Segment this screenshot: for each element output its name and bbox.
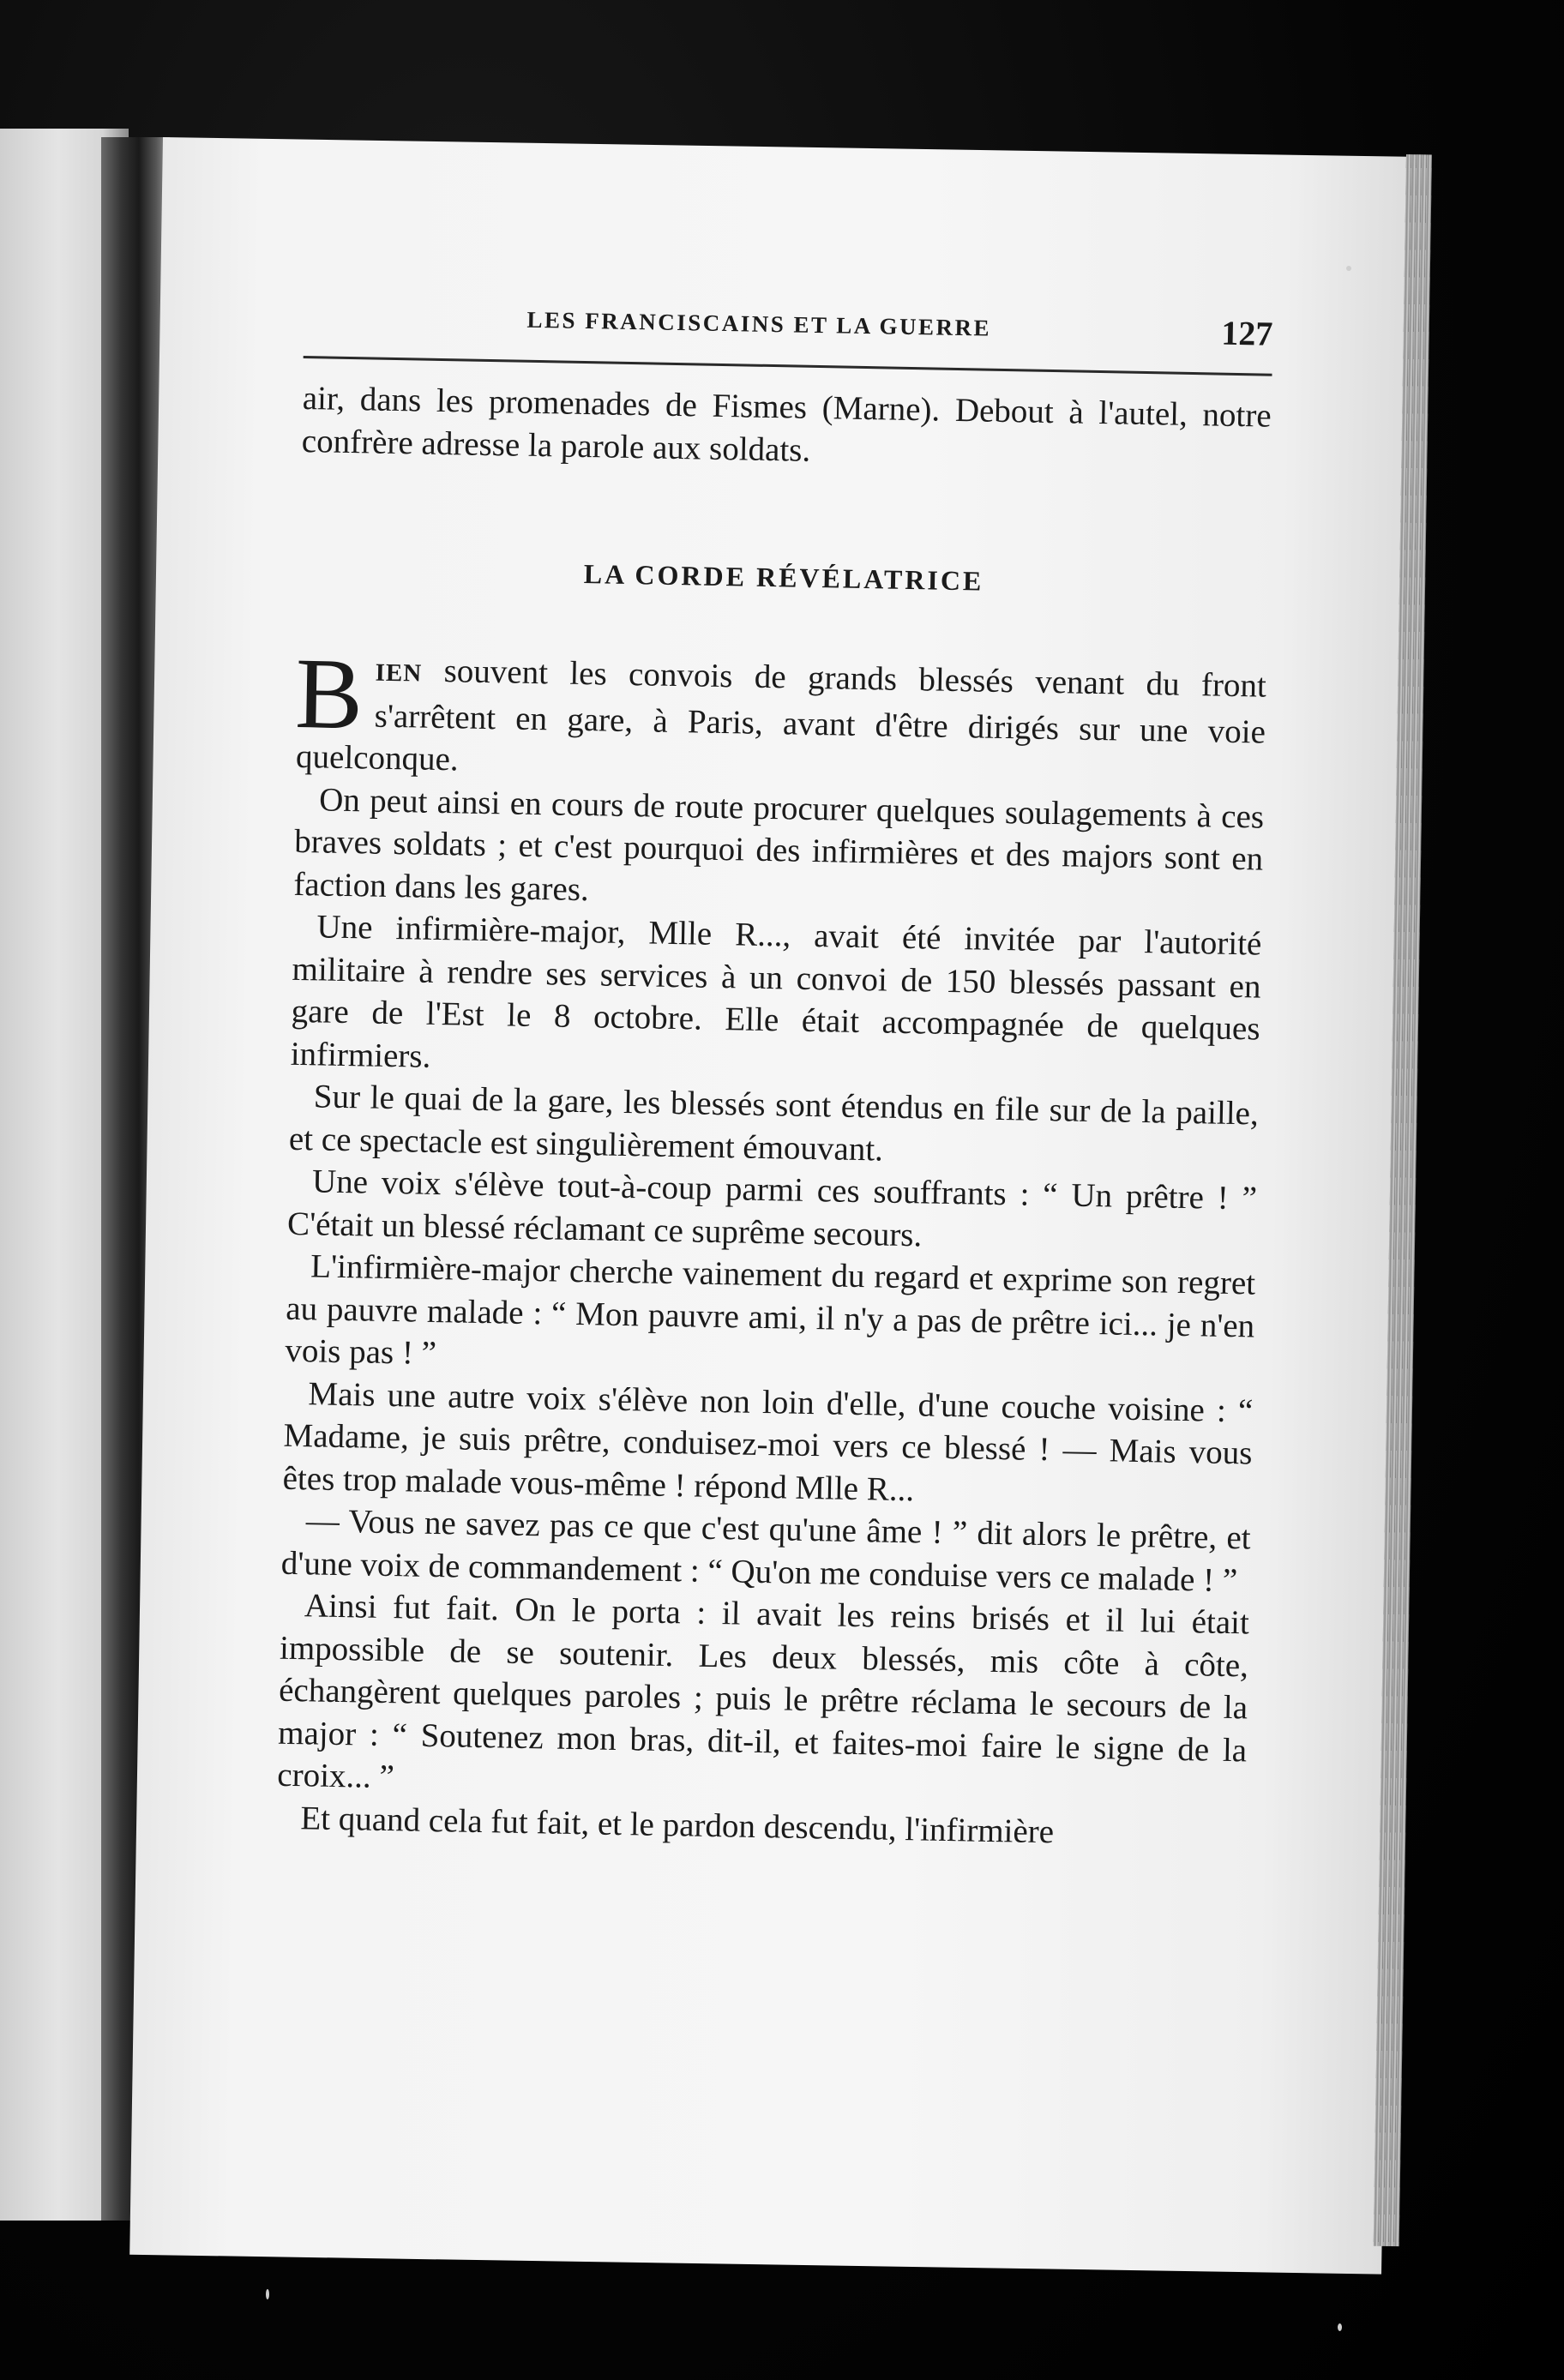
dust-speck [1346,266,1351,271]
page-number: 127 [1220,313,1273,353]
paragraph: Mais une autre voix s'élève non loin d'elle, d'une couche voisine : “ Madame, je suis prêtre, conduisez-moi vers ce blessé ! — Mais vous êtes trop malade vous-même ! répond Mlle R... [282,1374,1254,1508]
paragraph: — Vous ne savez pas ce que c'est qu'une âme ! ” dit alors le prêtre, et d'une voix de commandement : “ Qu'on me conduise vers ce malade ! ” [280,1502,1252,1599]
first-paragraph [294,636,1267,796]
paragraph: Ainsi fut fait. On le porta : il avait les reins brisés et il lui était impossible de se soutenir. Les deux blessés, mis côte à côte, échangèrent quelques paroles ; puis le prêtre réclama le secours de la major : “ Soutenez mon bras, dit-il, et faites-moi faire le signe de la croix... ” [276,1587,1250,1796]
drop-cap: B [294,636,364,751]
paragraph: On peut ainsi en cours de route procurer quelques soulagements à ces braves soldats ; et c'est pourquoi des infirmières et des majors sont en faction dans les gares. [293,780,1265,908]
section-body [276,636,1267,1856]
opening-lines: air, dans les promenades de Fismes (Marne). Debout à l'autel, notre confrère adresse la parole aux soldats. [301,379,1272,469]
running-title: LES FRANCISCAINS ET LA GUERRE [526,306,992,341]
dust-speck [1338,2323,1342,2331]
paragraph: Sur le quai de la gare, les blessés sont étendus en file sur de la paille, et ce spectacle est singulièrement émouvant. [288,1078,1260,1169]
paragraph: Et quand cela fut fait, et le pardon descendu, l'infirmière [300,1799,1055,1850]
first-word-smallcaps: IEN [375,658,423,688]
first-paragraph-text: souvent les convois de grands blessés venant du front s'arrêtent en gare, à Paris, avant d'être dirigés sur une voie quelconque. [295,652,1267,778]
dust-speck [266,2289,269,2299]
section-title: LA CORDE RÉVÉLATRICE [583,558,984,597]
continued-paragraph [301,377,1272,480]
paragraph: L'infirmière-major cherche vainement du regard et exprime son regret au pauvre malade : “ Mon pauvre ami, il n'y a pas de prêtre ici... je n'en vois pas ! ” [285,1247,1256,1373]
paragraph: Une voix s'élève tout-à-coup parmi ces souffrants : “ Un prêtre ! ” C'était un blessé réclamant ce suprême secours. [286,1163,1258,1253]
paragraph: Une infirmière-major, Mlle R..., avait été invitée par l'autorité militaire à rendre ses services à un convoi de 150 blessés passant en gare de l'Est le 8 octobre. Elle était accompagnée de quelques infirmiers. [290,908,1262,1075]
